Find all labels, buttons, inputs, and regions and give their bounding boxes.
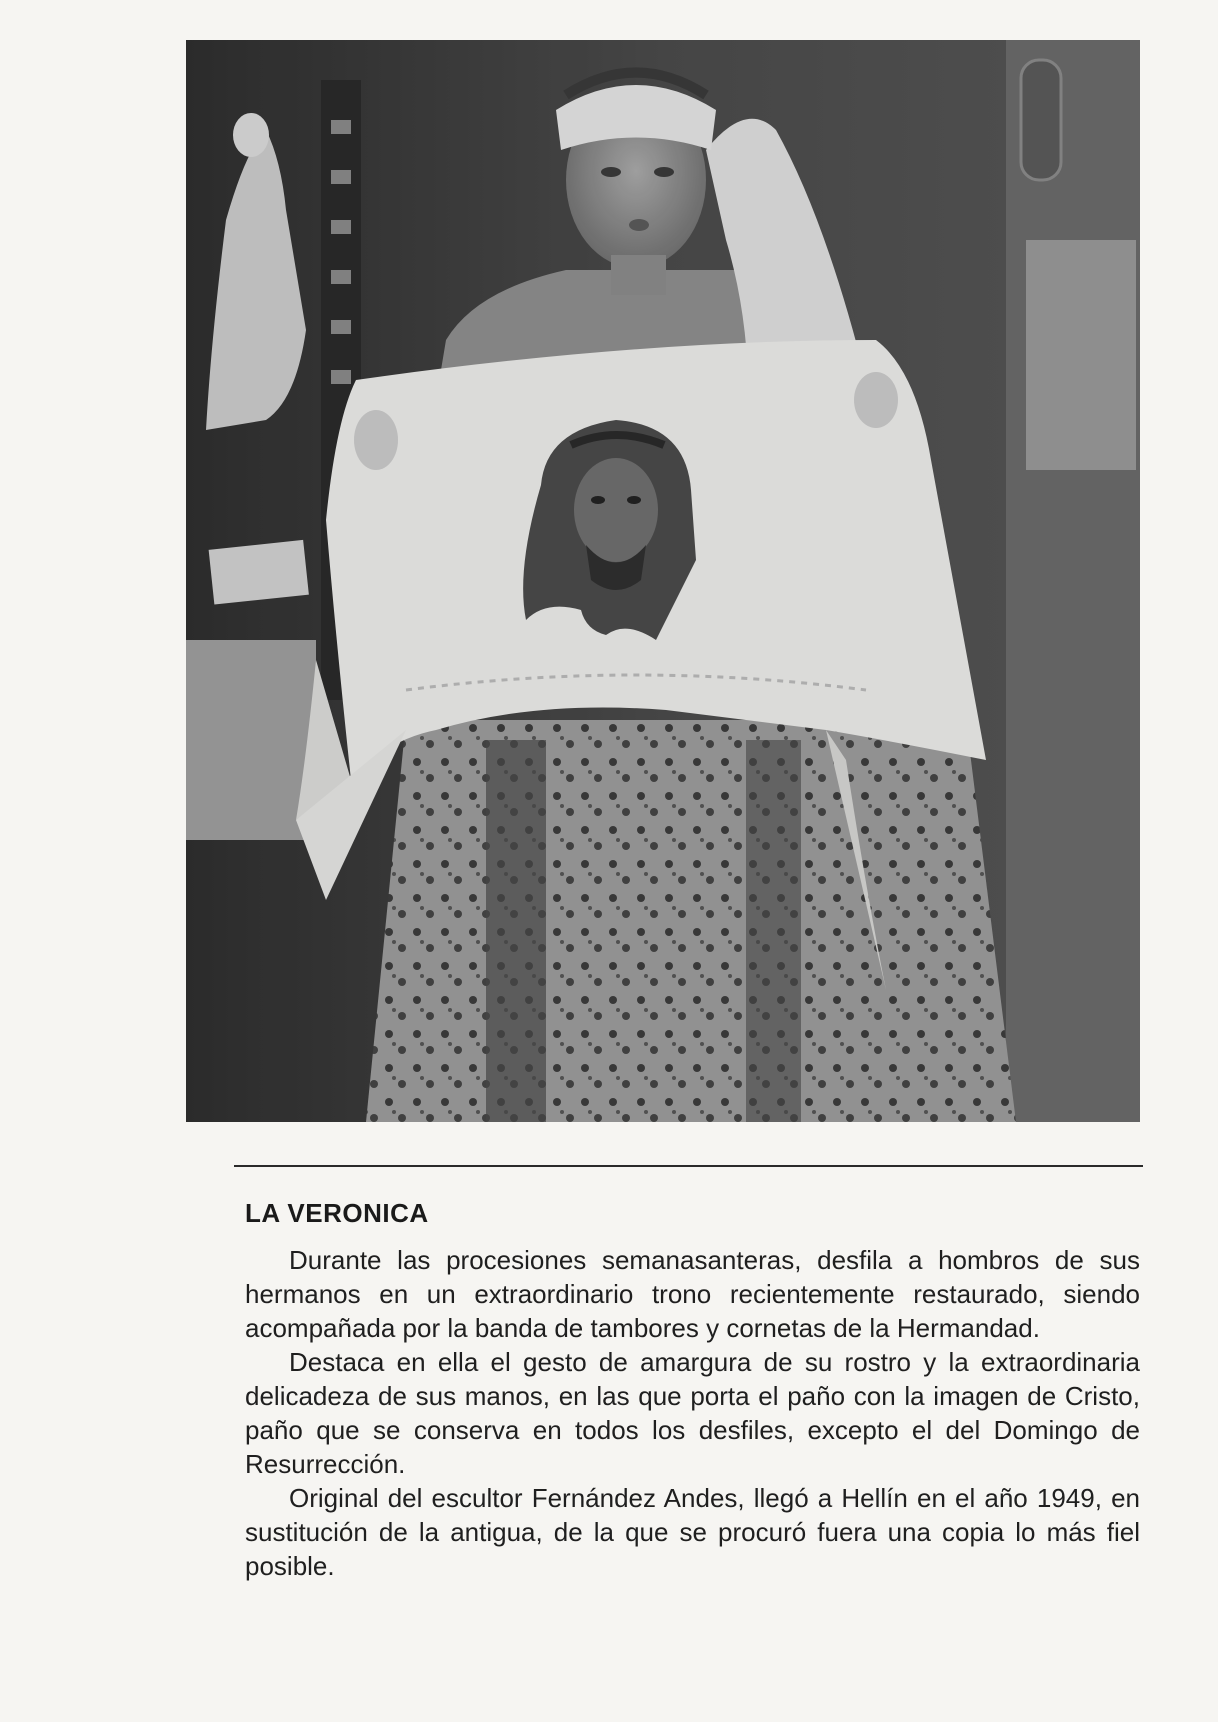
article-title: LA VERONICA	[245, 1198, 429, 1228]
paragraph: Durante las procesiones semanasanteras, desfila a hombros de sus hermanos en un extraordinario trono recientemente restaurado, siendo acompañada por la banda de tambores y cornetas de la Hermandad.	[245, 1245, 1140, 1343]
section-divider	[234, 1165, 1143, 1167]
article-body	[245, 1243, 1140, 1583]
paragraph: Destaca en ella el gesto de amargura de su rostro y la extraordinaria delicadeza de sus manos, en las que porta el paño con la imagen de Cristo, paño que se conserva en todos los desfiles, excepto el del Domingo de Resurrección.	[245, 1347, 1140, 1479]
veronica-photograph	[186, 40, 1140, 1122]
paragraph: Original del escultor Fernández Andes, llegó a Hellín en el año 1949, en sustitución de la antigua, de la que se procuró fuera una copia lo más fiel posible.	[245, 1483, 1140, 1581]
